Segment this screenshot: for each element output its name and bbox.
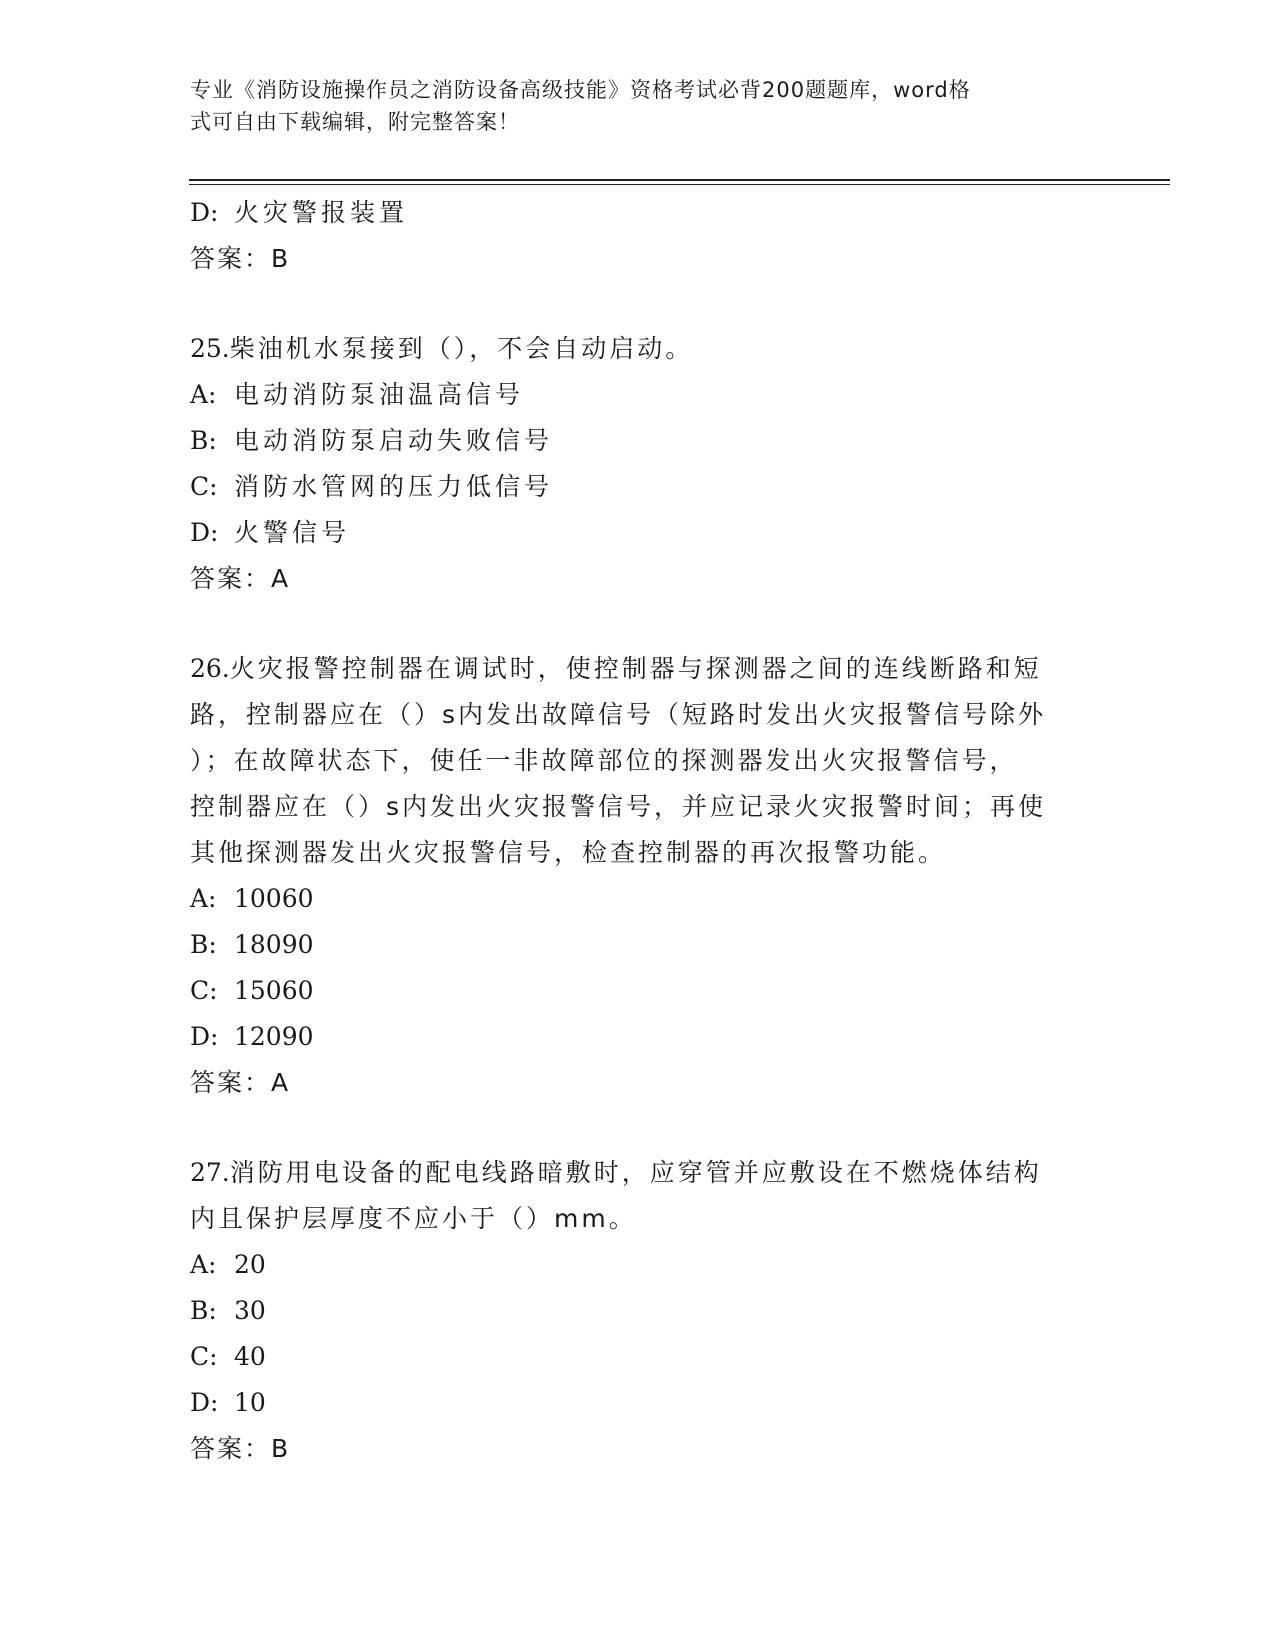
question-26-stem-line-5: 其他探测器发出火灾报警信号，检查控制器的再次报警功能。 (190, 838, 947, 867)
question-25-answer: 答案：A (190, 564, 291, 593)
question-26-stem-line-4: 控制器应在（）s内发出火灾报警信号，并应记录火灾报警时间；再使 (190, 792, 1047, 821)
header-line-1: 专业《消防设施操作员之消防设备高级技能》资格考试必背200题题库，word格 (190, 78, 971, 102)
question-26-stem-line-1 (190, 646, 1090, 692)
question-27-stem-line-2: 内且保护层厚度不应小于（）mm。 (190, 1204, 637, 1233)
question-26-option-c (190, 968, 1090, 1014)
question-26-stem-line-3: ）；在故障状态下，使任一非故障部位的探测器发出火灾报警信号， (190, 746, 1018, 775)
question-27-answer: 答案：B (190, 1434, 291, 1463)
question-number: 25. (190, 334, 230, 363)
question-27-stem-line-1 (190, 1150, 1090, 1196)
header-line-2: 式可自由下载编辑，附完整答案！ (190, 110, 520, 134)
question-25-option-d (190, 510, 1090, 556)
option-key: C: (190, 1342, 218, 1371)
option-text: 10 (234, 1388, 266, 1417)
question-27-option-a (190, 1242, 1090, 1288)
option-text: 18090 (234, 930, 314, 959)
option-text: 40 (234, 1342, 266, 1371)
option-key: C: (190, 472, 218, 501)
option-text: 20 (234, 1250, 266, 1279)
option-text: 电动消防泵油温高信号 (234, 380, 525, 409)
document-body (190, 190, 1090, 1472)
question-27-option-d (190, 1380, 1090, 1426)
option-text: 10060 (234, 884, 314, 913)
option-key: A: (190, 884, 217, 913)
option-text: 消防水管网的压力低信号 (234, 472, 554, 501)
option-text: 火警信号 (234, 518, 351, 547)
option-key: D: (190, 1022, 219, 1051)
question-25-stem (190, 326, 1090, 372)
question-26-option-a (190, 876, 1090, 922)
question-number: 26. (190, 654, 230, 683)
option-key: B: (190, 930, 217, 959)
question-26-stem-line-2: 路，控制器应在（）s内发出故障信号（短路时发出火灾报警信号除外 (190, 700, 1047, 729)
option-key: B: (190, 426, 217, 455)
header-rule-thin (189, 184, 1170, 185)
question-25-option-b (190, 418, 1090, 464)
option-key: C: (190, 976, 218, 1005)
question-27-option-c (190, 1334, 1090, 1380)
question-text: 消防用电设备的配电线路暗敷时，应穿管并应敷设在不燃烧体结构 (229, 1158, 1042, 1187)
option-key: D: (190, 1388, 219, 1417)
question-27-option-b (190, 1288, 1090, 1334)
option-key: A: (190, 1250, 217, 1279)
option-text: 15060 (234, 976, 314, 1005)
question-text: 火灾报警控制器在调试时，使控制器与探测器之间的连线断路和短 (229, 654, 1042, 683)
question-26-answer: 答案：A (190, 1068, 291, 1097)
option-key: B: (190, 1296, 217, 1325)
option-key: D: (190, 518, 219, 547)
question-25-option-a (190, 372, 1090, 418)
option-text: 30 (234, 1296, 266, 1325)
prev-answer: 答案：B (190, 244, 291, 273)
option-key: A: (190, 380, 217, 409)
header-rule-thick (189, 179, 1170, 181)
option-text: 12090 (234, 1022, 314, 1051)
prev-option-d (190, 190, 1090, 236)
document-header (190, 74, 1090, 138)
question-25-option-c (190, 464, 1090, 510)
option-key: D: (190, 198, 219, 227)
question-text: 柴油机水泵接到（），不会自动启动。 (229, 334, 694, 363)
option-text: 电动消防泵启动失败信号 (234, 426, 554, 455)
question-26-option-b (190, 922, 1090, 968)
question-number: 27. (190, 1158, 230, 1187)
question-26-option-d (190, 1014, 1090, 1060)
option-text: 火灾警报装置 (234, 198, 409, 227)
